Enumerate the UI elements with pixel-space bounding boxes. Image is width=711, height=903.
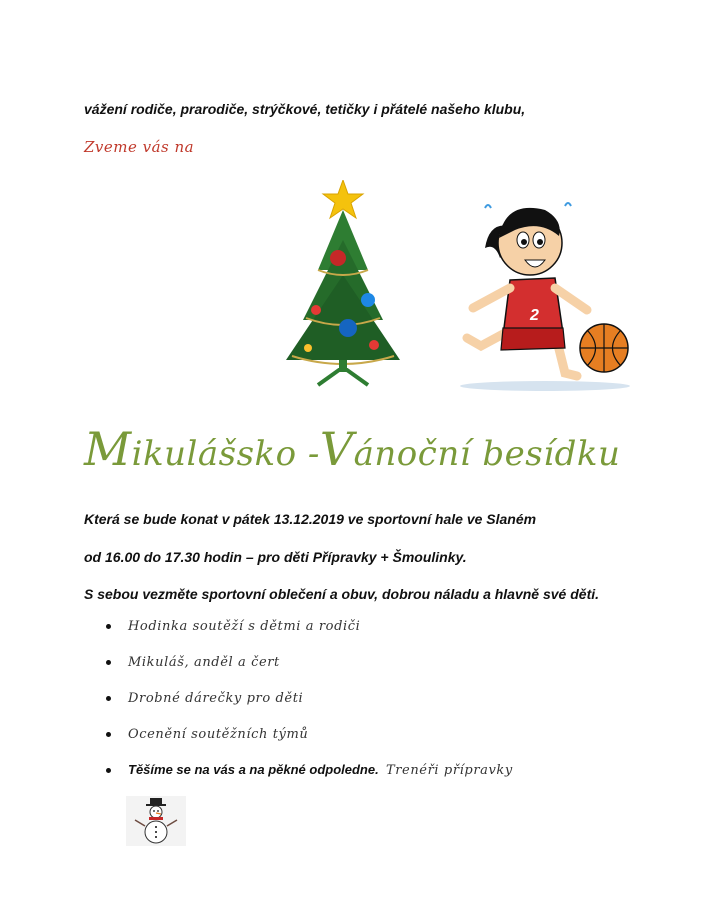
list-item: [104, 685, 624, 721]
christmas-tree-icon: [278, 180, 408, 390]
date-line: Která se bude konat v pátek 13.12.2019 ve sportovní hale ve Slaném: [84, 511, 537, 527]
greeting-text: vážení rodiče, prarodiče, strýčkové, tetičky i přátelé našeho klubu,: [84, 101, 526, 117]
bullet-icon: [106, 732, 111, 737]
time-line: od 16.00 do 17.30 hodin – pro děti Přípravky + Šmoulinky.: [84, 549, 467, 565]
list-item: [104, 721, 624, 757]
bring-line: S sebou vezměte sportovní oblečení a obuv, dobrou náladu a hlavně své děti.: [84, 586, 600, 602]
title-initial-m: M: [84, 422, 132, 476]
basketball-girl-illustration: [455, 188, 635, 393]
list-item-text: Hodinka soutěží s dětmi a rodiči: [128, 619, 361, 634]
program-list: [104, 613, 624, 793]
title-initial-v: V: [319, 422, 354, 476]
bullet-icon: [106, 768, 111, 773]
snowman-icon: [126, 796, 186, 846]
list-item-text: Mikuláš, anděl a čert: [128, 655, 280, 670]
list-item-text: Drobné dárečky pro děti: [128, 691, 304, 706]
list-item: [104, 649, 624, 685]
invite-text: Zveme vás na: [84, 138, 195, 156]
svg-text:2: 2: [530, 307, 539, 324]
bullet-icon: [106, 660, 111, 665]
closing-text: Těšíme se na vás a na pěkné odpoledne.: [128, 762, 379, 777]
title-part-2: ánoční besídku: [353, 434, 621, 474]
bullet-icon: [106, 696, 111, 701]
bullet-icon: [106, 624, 111, 629]
event-title: [84, 422, 620, 476]
list-item: [104, 757, 624, 793]
list-item-text: Ocenění soutěžních týmů: [128, 727, 309, 742]
list-item: [104, 613, 624, 649]
title-part-1: ikulášsko -: [131, 434, 320, 474]
signature-text: Trenéři přípravky: [385, 763, 513, 778]
